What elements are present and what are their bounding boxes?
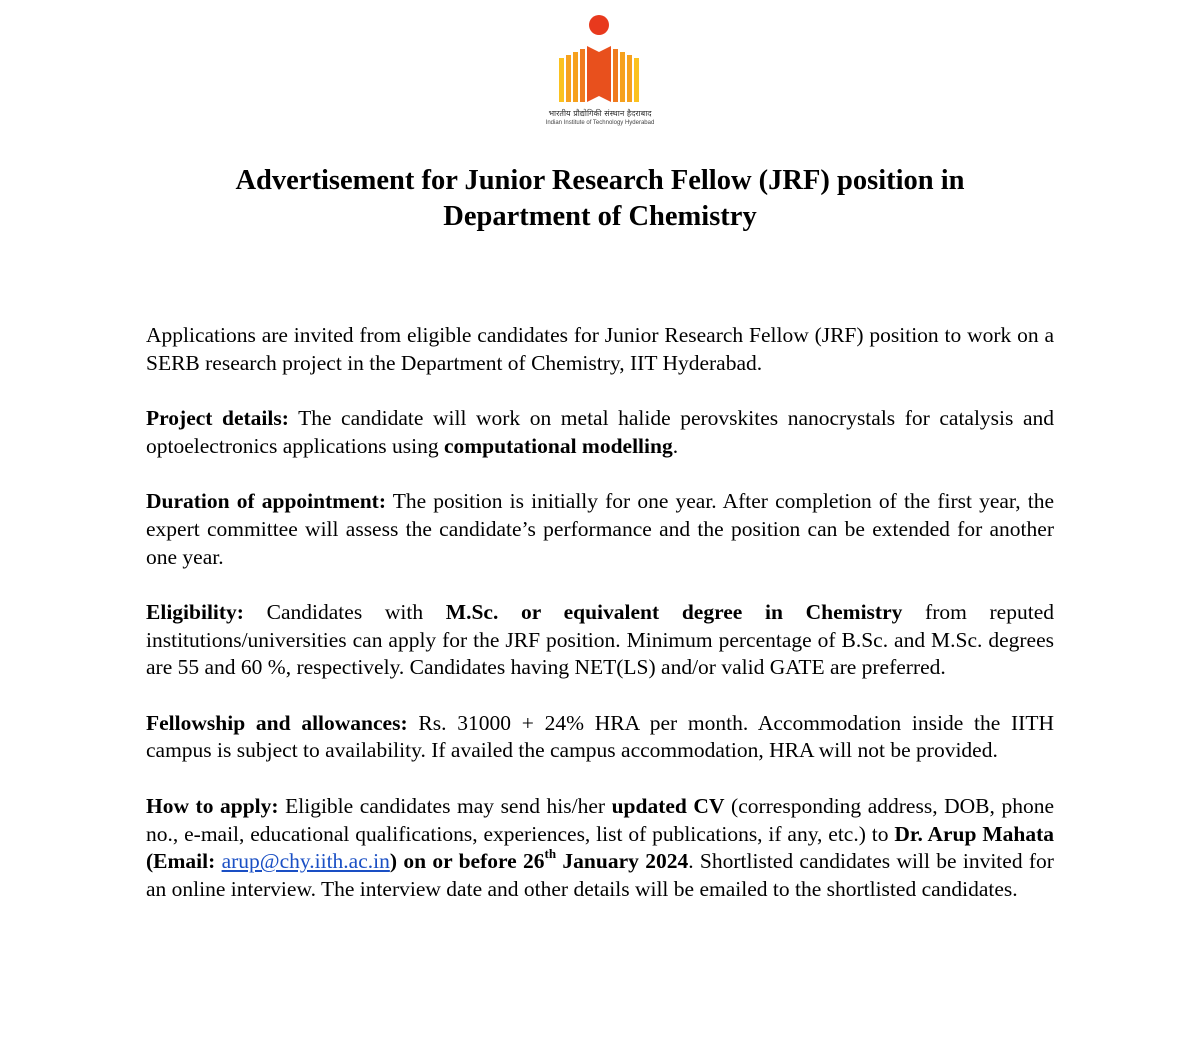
project-details-text: The candidate will work on metal halide perovskites nanocrystals for catalysis and optoelectronics applications using bbox=[146, 406, 1054, 458]
advertisement-body bbox=[146, 322, 1054, 904]
fellowship-label: Fellowship and allowances: bbox=[146, 710, 408, 735]
iith-logo-mark bbox=[555, 12, 645, 108]
updated-cv-text: updated CV bbox=[611, 793, 725, 818]
how-to-apply-label: How to apply: bbox=[146, 793, 279, 818]
page-title bbox=[100, 163, 1100, 235]
contact-email-link[interactable]: arup@chy.iith.ac.in bbox=[221, 849, 390, 874]
title-line-2: Department of Chemistry bbox=[443, 201, 757, 232]
eligibility-paragraph bbox=[146, 599, 1054, 682]
deadline-suffix: January 2024 bbox=[556, 849, 689, 874]
eligibility-degree: M.Sc. or equivalent degree in Chemistry bbox=[445, 599, 903, 624]
how-to-apply-paragraph bbox=[146, 793, 1054, 904]
duration-paragraph bbox=[146, 488, 1054, 571]
duration-text: The position is initially for one year. After completion of the first year, the expert committee will assess the candidate’s performance and the position can be extended for another one year. bbox=[146, 489, 1054, 569]
eligibility-text-2: from reputed institutions/universities can apply for the JRF position. Minimum percentage of B.Sc. and M.Sc. degrees are 55 and 60 %, respectively. Candidates having NET(LS) and/or valid GATE are preferred. bbox=[146, 599, 1054, 680]
how-to-apply-text-1: Eligible candidates may send his/her bbox=[278, 793, 612, 818]
intro-text: Applications are invited from eligible candidates for Junior Research Fellow (JRF) position to work on a SERB research project in the Department of Chemistry, IIT Hyderabad. bbox=[146, 323, 1054, 375]
project-details-end: . bbox=[672, 433, 679, 458]
deadline-superscript: th bbox=[544, 846, 557, 862]
project-details-bold: computational modelling bbox=[443, 433, 673, 458]
how-to-apply-text-2: (corresponding address, DOB, phone no., e-mail, educational qualifications, experiences, list of publications, if any, etc.) to bbox=[146, 793, 1054, 846]
contact-name: Dr. Arup Mahata (Email: bbox=[146, 821, 1054, 874]
fellowship-text: Rs. 31000 + 24% HRA per month. Accommodation inside the IITH campus is subject to availability. If availed the campus accommodation, HRA will not be provided. bbox=[146, 710, 1054, 763]
duration-label: Duration of appointment: bbox=[146, 489, 386, 514]
project-details-label: Project details: bbox=[146, 406, 289, 431]
eligibility-text-1: Candidates with bbox=[243, 599, 446, 624]
logo-english-text: Indian Institute of Technology Hyderabad bbox=[545, 120, 655, 126]
eligibility-label: Eligibility: bbox=[146, 599, 244, 624]
project-details-paragraph bbox=[146, 405, 1054, 460]
fellowship-paragraph bbox=[146, 710, 1054, 765]
title-line-1: Advertisement for Junior Research Fellow (JRF) position in bbox=[235, 165, 965, 196]
how-to-apply-text-3: . Shortlisted candidates will be invited for an online interview. The interview date and other details will be emailed to the shortlisted candidates. bbox=[146, 849, 1054, 901]
intro-paragraph bbox=[146, 322, 1054, 377]
logo-hindi-text: भारतीय प्रौद्योगिकी संस्थान हैदराबाद bbox=[548, 109, 652, 118]
deadline-prefix: ) on or before 26 bbox=[389, 849, 545, 874]
iith-logo bbox=[520, 8, 680, 133]
